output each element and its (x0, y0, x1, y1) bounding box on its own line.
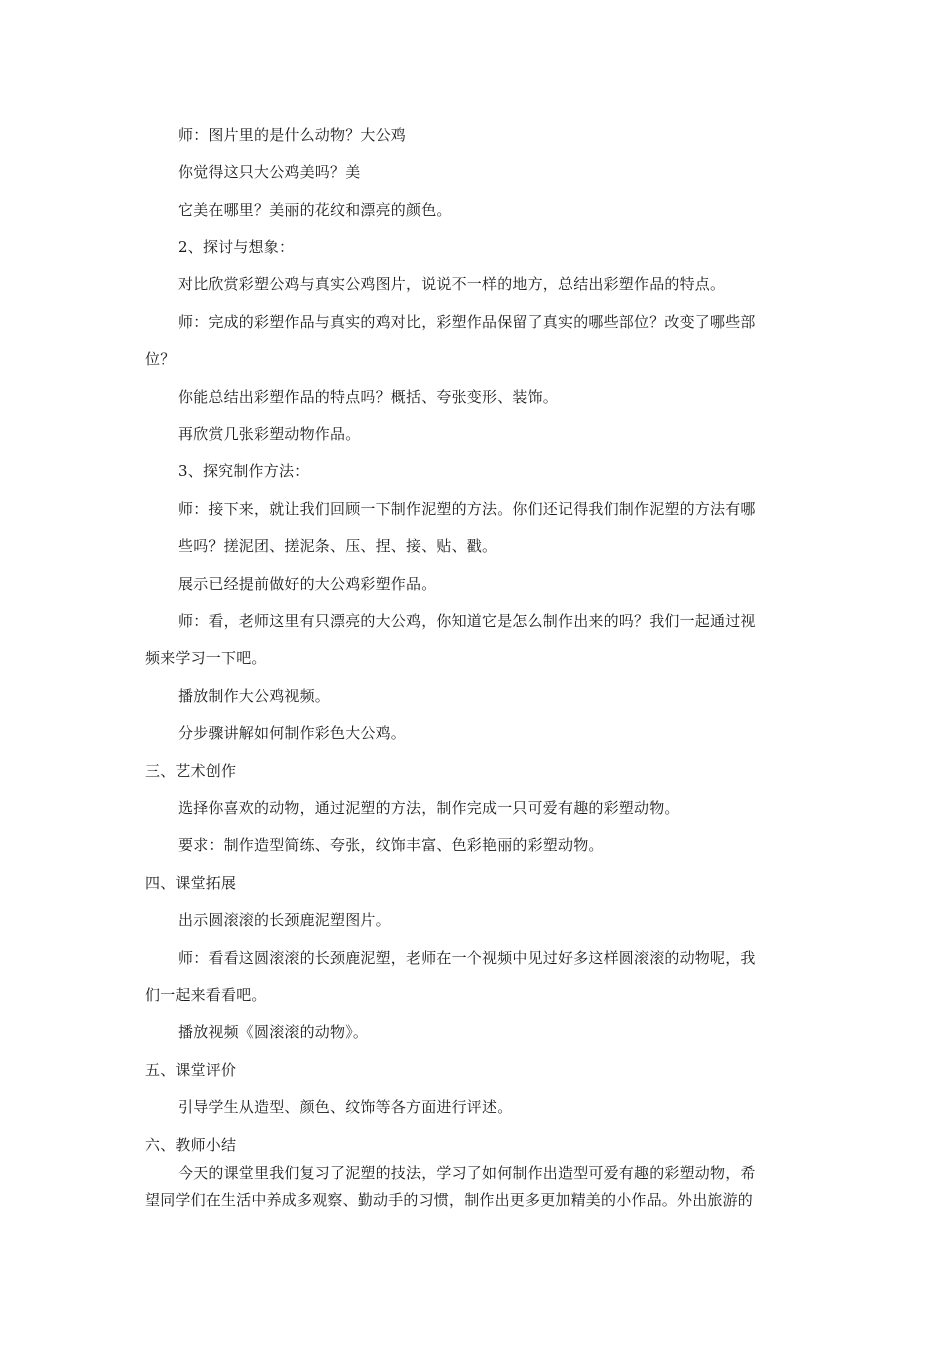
section-heading: 六、教师小结 (145, 1136, 237, 1154)
text-line: 望同学们在生活中养成多观察、勤动手的习惯，制作出更多更加精美的小作品。外出旅游的 (145, 1191, 754, 1209)
text-line: 分步骤讲解如何制作彩色大公鸡。 (178, 724, 407, 742)
text-line: 它美在哪里？美丽的花纹和漂亮的颜色。 (178, 201, 452, 219)
text-line: 今天的课堂里我们复习了泥塑的技法，学习了如何制作出造型可爱有趣的彩塑动物，希 (178, 1164, 756, 1182)
section-subheading: 3、探究制作方法： (178, 462, 310, 480)
text-line: 对比欣赏彩塑公鸡与真实公鸡图片，说说不一样的地方，总结出彩塑作品的特点。 (178, 275, 726, 293)
text-line: 要求：制作造型简练、夸张，纹饰丰富、色彩艳丽的彩塑动物。 (178, 836, 604, 854)
section-heading: 五、课堂评价 (145, 1061, 237, 1079)
section-subheading: 2、探讨与想象： (178, 238, 295, 256)
text-line: 师：看，老师这里有只漂亮的大公鸡，你知道它是怎么制作出来的吗？我们一起通过视 (178, 612, 756, 630)
text-line: 播放视频《圆滚滚的动物》。 (178, 1023, 369, 1041)
text-line: 你觉得这只大公鸡美吗？美 (178, 163, 361, 181)
text-line: 师：完成的彩塑作品与真实的鸡对比，彩塑作品保留了真实的哪些部位？改变了哪些部 (178, 313, 756, 331)
section-heading: 三、艺术创作 (145, 762, 237, 780)
text-line: 展示已经提前做好的大公鸡彩塑作品。 (178, 575, 437, 593)
text-line: 播放制作大公鸡视频。 (178, 687, 331, 705)
text-line: 你能总结出彩塑作品的特点吗？概括、夸张变形、装饰。 (178, 388, 559, 406)
text-line: 位？ (145, 350, 176, 368)
text-line: 师：图片里的是什么动物？大公鸡 (178, 126, 407, 144)
text-line: 选择你喜欢的动物，通过泥塑的方法，制作完成一只可爱有趣的彩塑动物。 (178, 799, 680, 817)
text-line: 师：看看这圆滚滚的长颈鹿泥塑，老师在一个视频中见过好多这样圆滚滚的动物呢，我 (178, 949, 756, 967)
text-line: 出示圆滚滚的长颈鹿泥塑图片。 (178, 911, 391, 929)
text-line: 再欣赏几张彩塑动物作品。 (178, 425, 361, 443)
text-line: 引导学生从造型、颜色、纹饰等各方面进行评述。 (178, 1098, 513, 1116)
text-line: 频来学习一下吧。 (145, 649, 267, 667)
section-heading: 四、课堂拓展 (145, 874, 237, 892)
text-line: 们一起来看看吧。 (145, 986, 267, 1004)
text-line: 师：接下来，就让我们回顾一下制作泥塑的方法。你们还记得我们制作泥塑的方法有哪 (178, 500, 756, 518)
text-line: 些吗？搓泥团、搓泥条、压、捏、接、贴、戳。 (178, 537, 498, 555)
